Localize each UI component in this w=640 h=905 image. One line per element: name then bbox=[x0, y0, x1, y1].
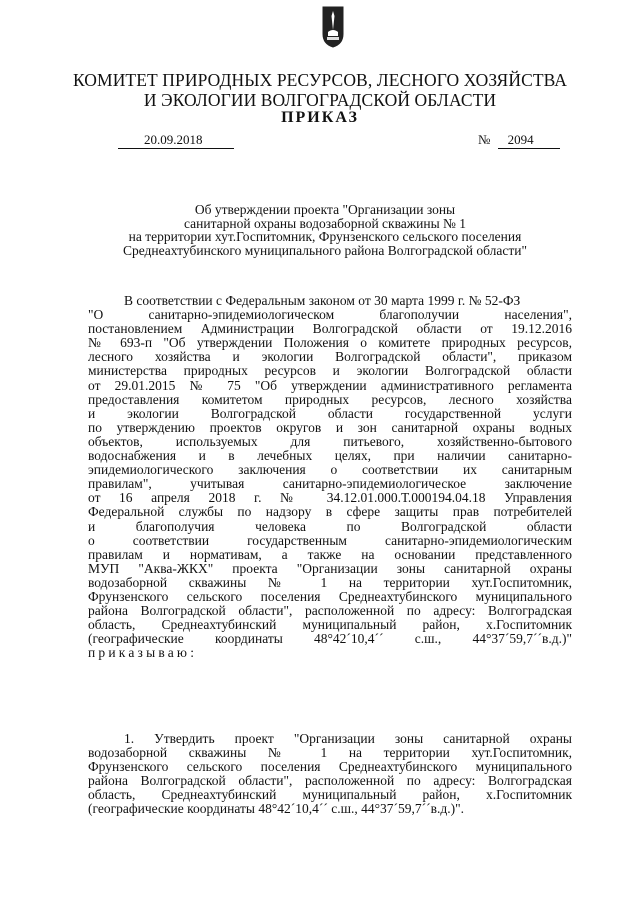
order-title bbox=[90, 203, 560, 257]
decree-word: приказываю: bbox=[88, 645, 198, 661]
committee-name-line1: КОМИТЕТ ПРИРОДНЫХ РЕСУРСОВ, ЛЕСНОГО ХОЗЯЙСТВА bbox=[72, 70, 568, 90]
preamble-line: "О санитарно-эпидемиологическом благополучии населения", bbox=[88, 307, 572, 323]
preamble bbox=[88, 294, 572, 660]
preamble-line: правилам и нормативам, а также на основании представленного bbox=[88, 546, 572, 562]
preamble-line: В соответствии с Федеральным законом от 30 марта 1999 г. № 52-ФЗ bbox=[124, 293, 521, 308]
preamble-line: района Волгоградской области", расположенной по адресу: Волгоградская bbox=[88, 603, 572, 619]
order-date-value: 20.09.2018 bbox=[144, 132, 203, 147]
preamble-line: министерства природных ресурсов и экологии Волгоградской области bbox=[88, 363, 572, 379]
item-line: область, Среднеахтубинский муниципальный район, х.Госпитомник bbox=[88, 787, 572, 803]
preamble-line: от 16 апреля 2018 г. № 34.12.01.000.Т.000194.04.18 Управления bbox=[88, 490, 572, 506]
preamble-line: № 693-п "Об утверждении Положения о комитете природных ресурсов, bbox=[88, 335, 572, 351]
preamble-line: объектов, используемых для питьевого, хозяйственно-бытового bbox=[88, 433, 572, 449]
preamble-line: о соответствии государственным санитарно-эпидемиологическим bbox=[88, 532, 572, 548]
number-sign: № bbox=[478, 132, 491, 147]
committee-name-line2: И ЭКОЛОГИИ ВОЛГОГРАДСКОЙ ОБЛАСТИ bbox=[143, 90, 497, 110]
title-line: на территории хут.Госпитомник, Фрунзенского сельского поселения bbox=[128, 229, 522, 244]
preamble-line: водоснабжения и в лечебных целях, при наличии санитарно- bbox=[88, 448, 572, 464]
item-line: (географические координаты 48°42´10,4´´ с.ш., 44°37´59,7´´в.д.)". bbox=[88, 801, 465, 817]
preamble-line: область, Среднеахтубинский муниципальный район, х.Госпитомник bbox=[88, 617, 572, 633]
order-number-value: 2094 bbox=[498, 132, 560, 149]
preamble-line: Федеральной службы по надзору в сфере защиты прав потребителей bbox=[88, 504, 572, 520]
preamble-line: по утверждению проектов округов и зон санитарной охраны водных bbox=[88, 419, 572, 435]
document-type: ПРИКАЗ bbox=[281, 109, 359, 126]
preamble-line: и экологии Волгоградской области государственной услуги bbox=[88, 405, 572, 421]
preamble-line: и благополучия человека по Волгоградской области bbox=[88, 518, 572, 534]
preamble-line: постановлением Администрации Волгоградской области от 19.12.2016 bbox=[88, 321, 572, 337]
preamble-line: (географические координаты 48°42´10,4´´ с.ш., 44°37´59,7´´в.д.)" bbox=[88, 631, 572, 647]
preamble-line: от 29.01.2015 № 75 "Об утверждении административного регламента bbox=[88, 377, 572, 393]
order-number bbox=[478, 132, 560, 149]
preamble-line: лесного хозяйства и экологии Волгоградской области", приказом bbox=[88, 349, 572, 365]
item-line: района Волгоградской области", расположенной по адресу: Волгоградская bbox=[88, 773, 572, 789]
order-item-1 bbox=[88, 732, 572, 817]
title-line: Среднеахтубинского муниципального района Волгоградской области" bbox=[122, 242, 528, 258]
preamble-line: предоставления комитетом природных ресурсов, лесного хозяйства bbox=[88, 391, 572, 407]
item-line: 1. Утвердить проект "Организации зоны санитарной охраны bbox=[124, 731, 572, 746]
item-line: Фрунзенского сельского поселения Среднеахтубинского муниципального bbox=[88, 759, 572, 775]
item-line: водозаборной скважины № 1 на территории хут.Госпитомник, bbox=[88, 745, 572, 761]
coat-of-arms-icon bbox=[322, 6, 344, 48]
order-date bbox=[118, 132, 234, 149]
preamble-line: водозаборной скважины № 1 на территории хут.Госпитомник, bbox=[88, 574, 572, 590]
preamble-line: Фрунзенского сельского поселения Среднеахтубинского муниципального bbox=[88, 588, 572, 604]
title-line: санитарной охраны водозаборной скважины № 1 bbox=[183, 215, 467, 231]
title-line: Об утверждении проекта "Организации зоны bbox=[194, 202, 456, 217]
preamble-line: эпидемиологического заключения о соответствии их санитарным bbox=[88, 462, 572, 478]
preamble-line: МУП "Аква-ЖКХ" проекта "Организации зоны санитарной охраны bbox=[88, 560, 572, 576]
preamble-line: правилам", учитывая санитарно-эпидемиологическое заключение bbox=[88, 476, 572, 492]
